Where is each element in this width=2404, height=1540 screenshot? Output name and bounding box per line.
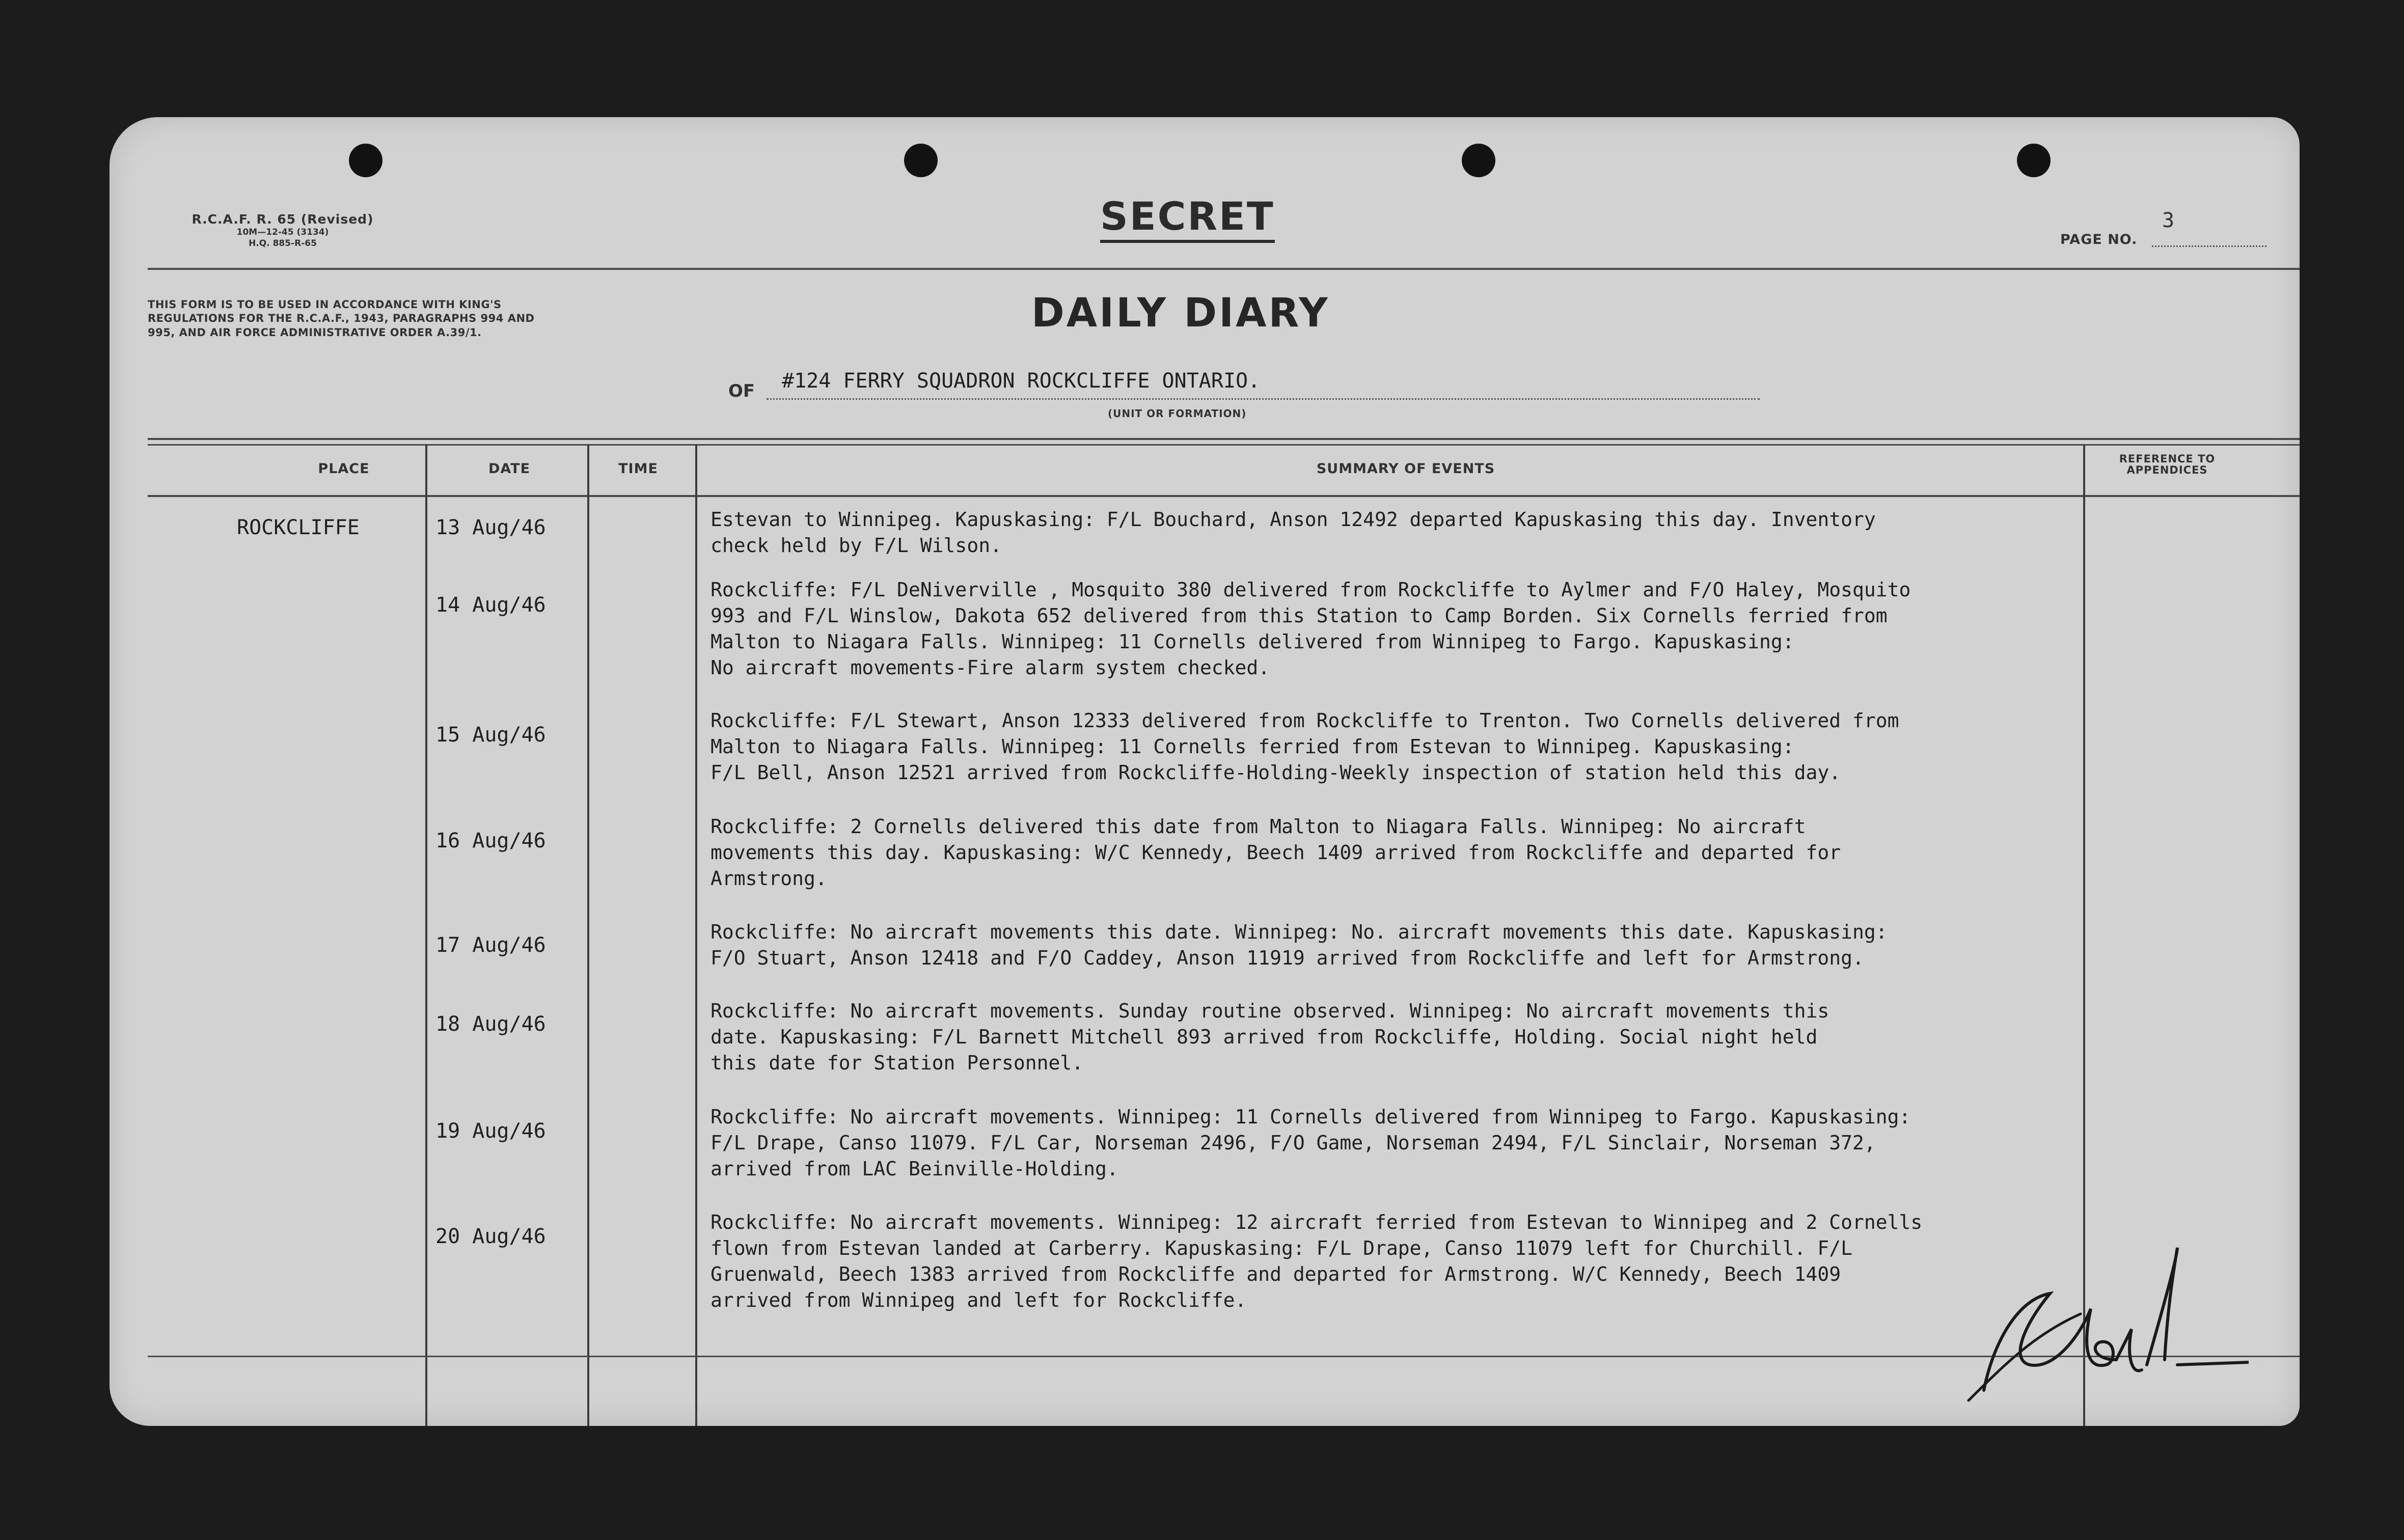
classification-heading: SECRET xyxy=(1100,194,1275,243)
entry-date: 14 Aug/46 xyxy=(435,593,546,617)
entry-date: 15 Aug/46 xyxy=(435,723,546,747)
of-label: OF xyxy=(728,381,755,401)
table-header-rule xyxy=(148,495,2300,497)
page-number-label: PAGE NO. xyxy=(2060,232,2138,248)
form-print-line: H.Q. 885-R-65 xyxy=(249,238,317,249)
entry-summary: Rockcliffe: No aircraft movements. Winnipeg: 11 Cornells delivered from Winnipeg to Fargo. Kapuskasing: F/L Drape, Canso 11079. F/L Car, Norseman 2496, F/O Game, Norseman 2494, F/L Sinclair, Norseman 372, arrived from LAC Beinville-Holding. xyxy=(711,1106,1911,1180)
unit-name: #124 FERRY SQUADRON ROCKCLIFFE ONTARIO. xyxy=(782,369,1261,393)
entry-summary: Rockcliffe: No aircraft movements. Winnipeg: 12 aircraft ferried from Estevan to Winnipeg and 2 Cornells flown from Estevan landed at Carberry. Kapuskasing: F/L Drape, Canso 11079 left for Churchill. F/L Gruenwald, Beech 1383 arrived from Rockcliffe and departed for Armstrong. W/C Kennedy, Beech 1409 arrived from Winnipeg and left for Rockcliffe. xyxy=(711,1211,1923,1311)
punch-hole xyxy=(2017,144,2051,177)
diary-sheet xyxy=(110,117,2300,1426)
unit-name-line xyxy=(767,398,1760,400)
regulations-notice: THIS FORM IS TO BE USED IN ACCORDANCE WITH KING'S REGULATIONS FOR THE R.C.A.F., 1943, PARAGRAPHS 994 AND 995, AND AIR FORCE ADMINISTRATIVE ORDER A.39/1. xyxy=(148,298,535,339)
entry-date: 16 Aug/46 xyxy=(435,829,546,853)
column-header-place: PLACE xyxy=(318,461,370,477)
handwritten-signature xyxy=(1963,1238,2249,1406)
form-print-line: 10M—12-45 (3134) xyxy=(236,227,329,238)
column-header-time: TIME xyxy=(618,461,658,477)
entry-summary: Rockcliffe: 2 Cornells delivered this date from Malton to Niagara Falls. Winnipeg: No aircraft movements this day. Kapuskasing: W/C Kennedy, Beech 1409 arrived from Rockcliffe and departed for Armstrong. xyxy=(711,815,1841,890)
punch-hole xyxy=(1462,144,1495,177)
page-number: 3 xyxy=(2162,209,2175,232)
entry-date: 20 Aug/46 xyxy=(435,1225,546,1248)
column-divider xyxy=(695,444,697,1426)
table-top-rule xyxy=(148,438,2300,440)
form-identifier xyxy=(160,211,405,249)
entry-summary: Rockcliffe: No aircraft movements. Sunday routine observed. Winnipeg: No aircraft movements this date. Kapuskasing: F/L Barnett Mitchell 893 arrived from Rockcliffe, Holding. Social night held this date for Station Personnel. xyxy=(711,1000,1829,1074)
entry-summary: Rockcliffe: F/L DeNiverville , Mosquito 380 delivered from Rockcliffe to Aylmer and F/O Haley, Mosquito 993 and F/L Winslow, Dakota 652 delivered from this Station to Camp Borden. Six Cornells ferried from Malton to Niagara Falls. Winnipeg: 11 Cornells delivered from Winnipeg to Fargo. Kapuskasing: No aircraft movements-Fire alarm system checked. xyxy=(711,579,1911,679)
punch-hole xyxy=(349,144,383,177)
entry-date: 18 Aug/46 xyxy=(435,1012,546,1036)
entry-summary: Rockcliffe: No aircraft movements this date. Winnipeg: No. aircraft movements this date. Kapuskasing: F/O Stuart, Anson 12418 and F/O Caddey, Anson 11919 arrived from Rockcliffe and left for Armstrong. xyxy=(711,921,1888,969)
form-number: R.C.A.F. R. 65 (Revised) xyxy=(192,212,374,227)
column-header-summary: SUMMARY OF EVENTS xyxy=(1316,461,1495,477)
punch-hole xyxy=(904,144,938,177)
entry-date: 19 Aug/46 xyxy=(435,1119,546,1143)
page-number-line xyxy=(2152,245,2266,247)
entry-summary: Estevan to Winnipeg. Kapuskasing: F/L Bouchard, Anson 12492 departed Kapuskasing this day. Inventory check held by F/L Wilson. xyxy=(711,508,1876,557)
document-title: DAILY DIARY xyxy=(1031,290,1330,336)
table-top-rule xyxy=(148,444,2300,446)
unit-caption: (UNIT OR FORMATION) xyxy=(1108,407,1247,420)
entry-date: 13 Aug/46 xyxy=(435,516,546,539)
entry-date: 17 Aug/46 xyxy=(435,933,546,957)
place-cell: ROCKCLIFFE xyxy=(237,516,360,539)
column-divider xyxy=(587,444,589,1426)
column-header-reference: REFERENCE TO APPENDICES xyxy=(2119,453,2216,477)
entry-summary: Rockcliffe: F/L Stewart, Anson 12333 delivered from Rockcliffe to Trenton. Two Cornells delivered from Malton to Niagara Falls. Winnipeg: 11 Cornells ferried from Estevan to Winnipeg. Kapuskasing: F/L Bell, Anson 12521 arrived from Rockcliffe-Holding-Weekly inspection of station held this day. xyxy=(711,709,1899,784)
column-divider xyxy=(425,444,427,1426)
column-header-date: DATE xyxy=(488,461,531,477)
header-divider xyxy=(148,268,2300,270)
